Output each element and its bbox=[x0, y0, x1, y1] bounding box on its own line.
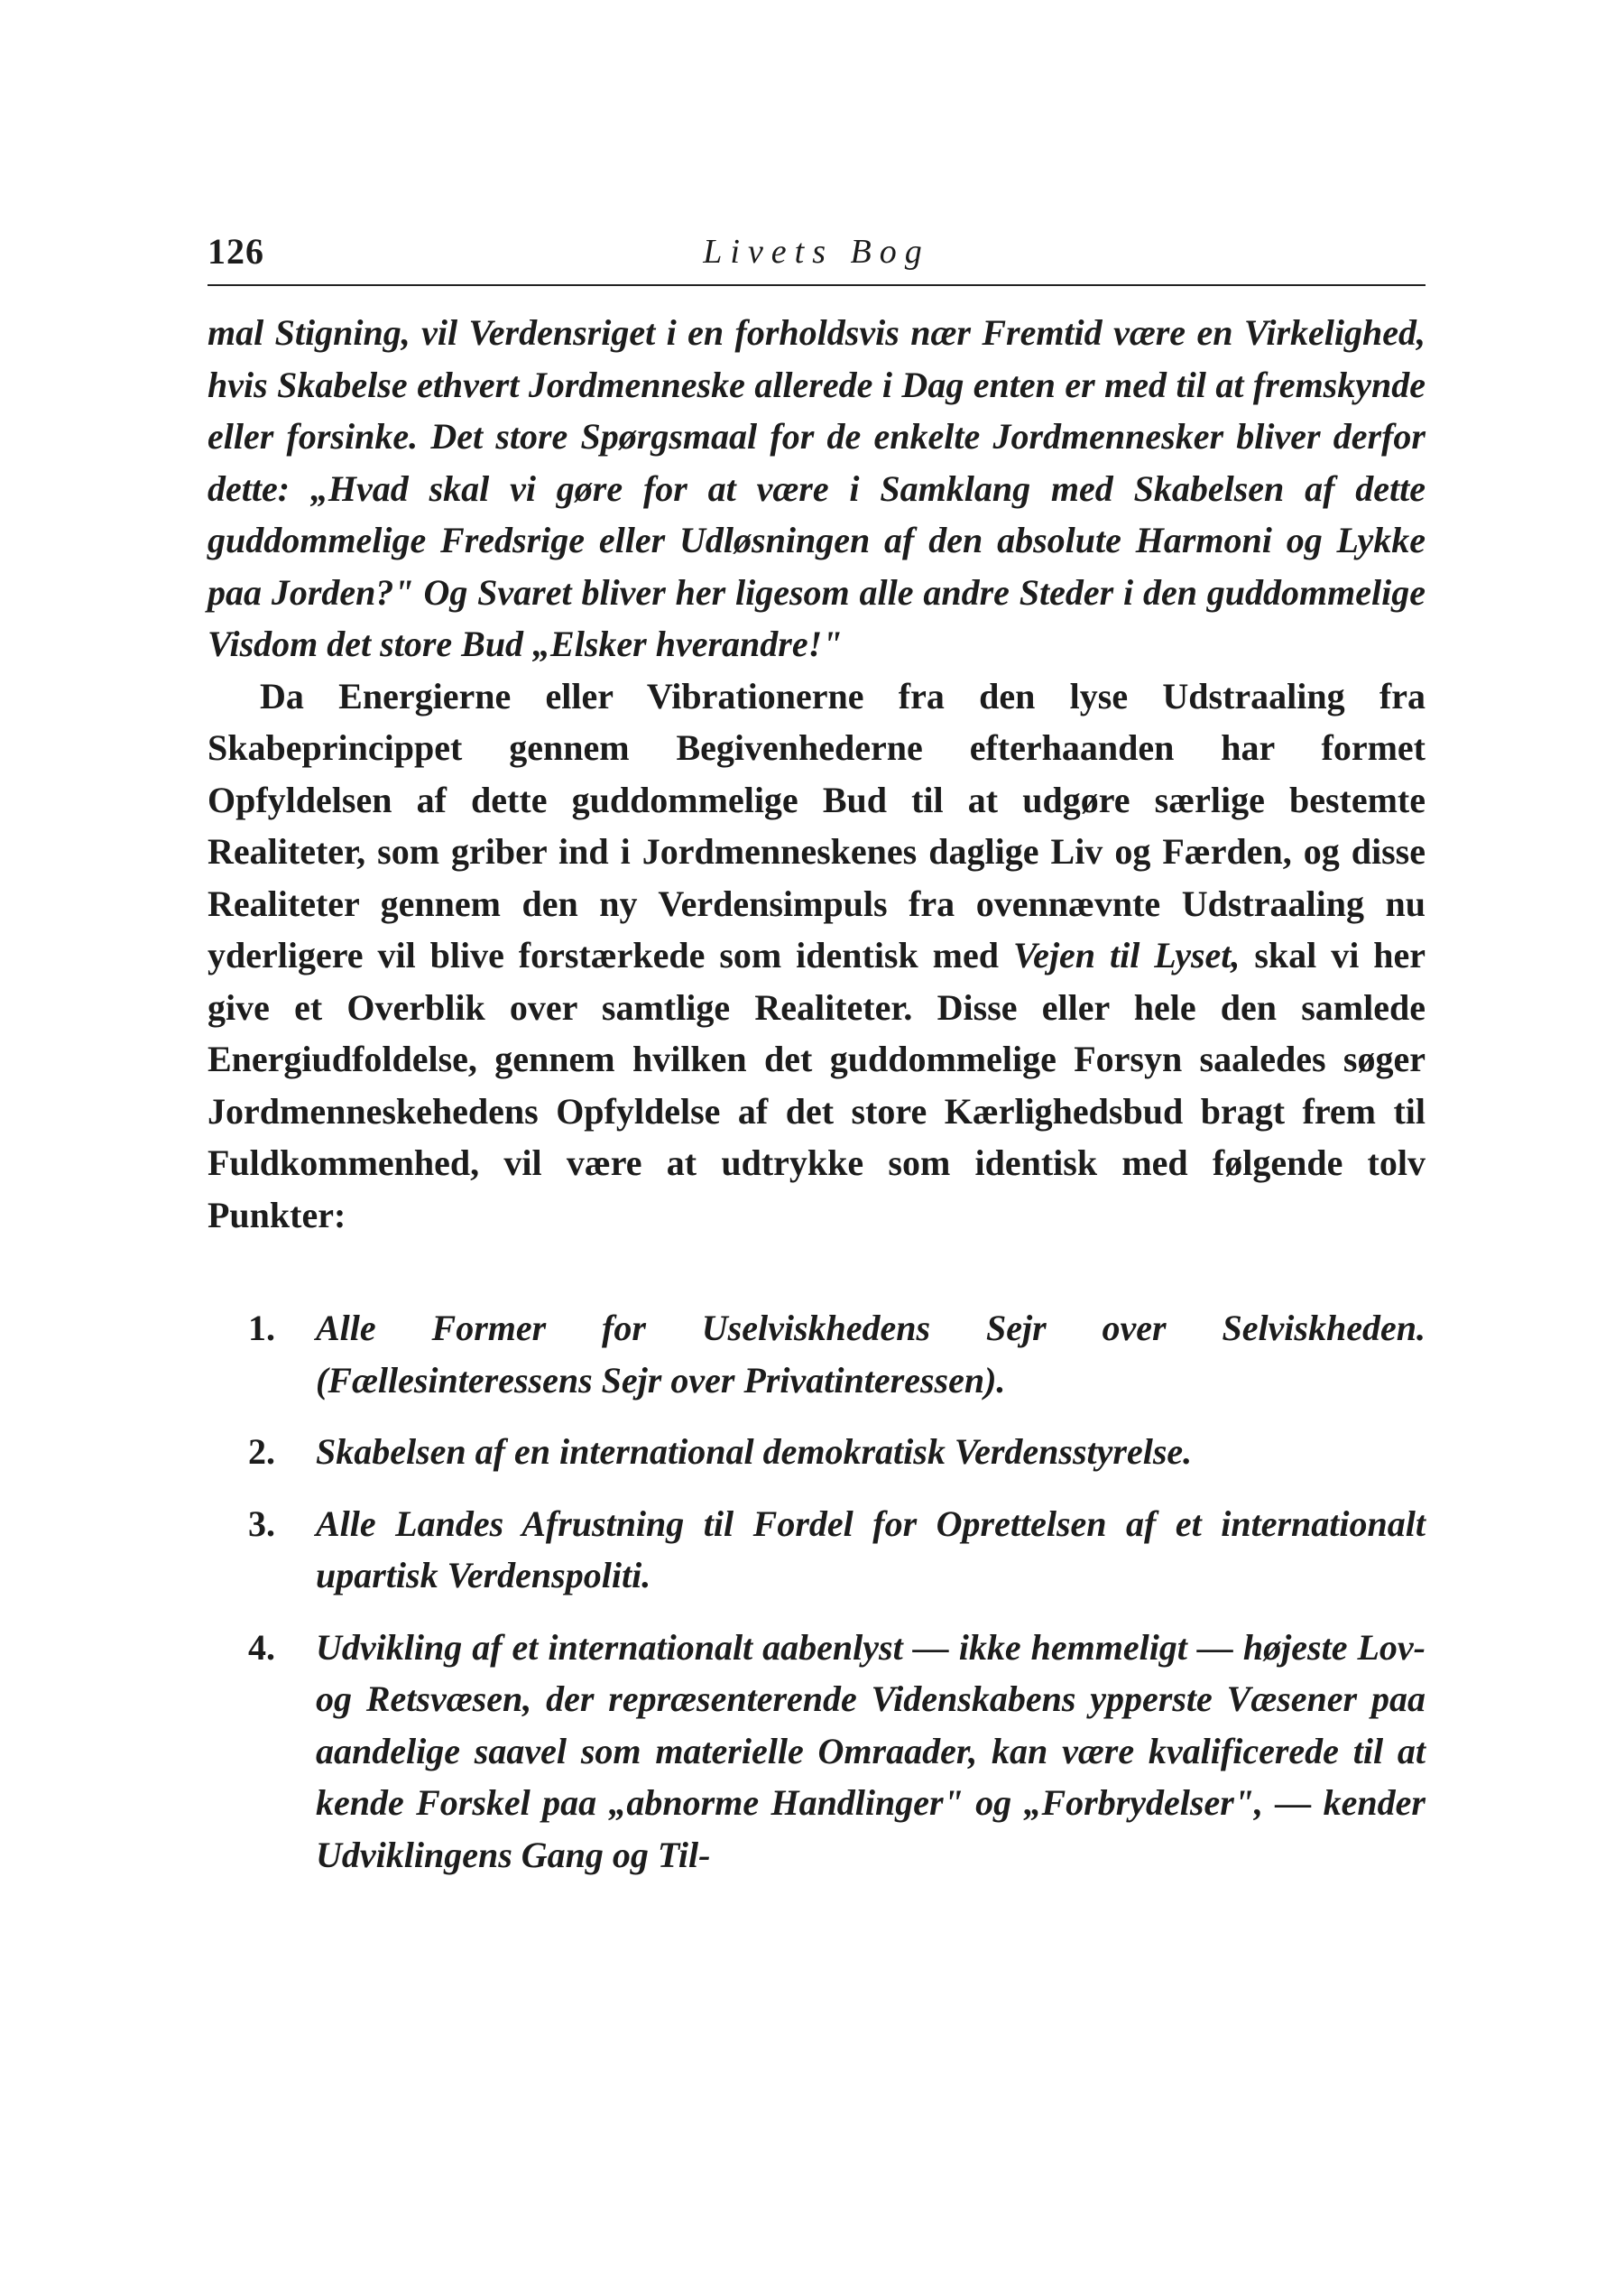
list-item-text: Alle Landes Afrustning til Fordel for Oprettelsen af et internationalt upartisk Verdenspoliti. bbox=[316, 1502, 1426, 1595]
list-item bbox=[208, 1498, 1426, 1602]
list-item-text: Alle Former for Uselviskhedens Sejr over Selviskheden. (Fællesinteressens Sejr over Privatinteressen). bbox=[316, 1308, 1426, 1401]
paragraph-continued: mal Stigning, vil Verdensriget i en forholdsvis nær Fremtid være en Virkelighed, hvis Skabelse ethvert Jordmenneske allerede i Dag enten er med til at fremskynde eller forsinke. Det store Spørgsmaal for de enkelte Jordmennesker bliver derfor dette: „Hvad skal vi gøre for at være i Samklang med Skabelsen af dette guddommelige Fredsrige eller Udløsningen af den absolute Harmoni og Lykke paa Jorden?" Og Svaret bliver her ligesom alle andre Steder i den guddommelige Visdom det store Bud „Elsker hverandre!" bbox=[208, 312, 1426, 664]
page-header bbox=[208, 230, 1426, 286]
list-item-text: Udvikling af et internationalt aabenlyst — ikke hemmeligt — højeste Lov- og Retsvæsen, der repræsenterende Videnskabens ypperste Væsener paa aandelige saavel som materielle Omraader, kan være kvalificerede til at kende Forskel paa „abnorme Handlinger" og „Forbrydelser", — kender Udviklingens Gang og Til- bbox=[316, 1626, 1426, 1875]
paragraph-italic-phrase: Vejen til Lyset, bbox=[1012, 935, 1241, 975]
list-item-number: 4. bbox=[248, 1626, 275, 1668]
list-item-number: 3. bbox=[248, 1502, 275, 1544]
list-item-number: 1. bbox=[248, 1308, 275, 1348]
list-item-number: 2. bbox=[248, 1431, 275, 1472]
numbered-list bbox=[208, 1302, 1426, 1881]
running-title: Livets Bog bbox=[703, 233, 930, 271]
body-text bbox=[208, 307, 1426, 1900]
paragraph-text-after: skal vi her give et Overblik over samtlige Realiteter. Disse eller hele den samlede Energiudfoldelse, gennem hvilken det guddommelige Forsyn saaledes søger Jordmenneskehedens Opfyldelse af det store Kærlighedsbud bragt frem til Fuldkommenhed, vil være at udtrykke som identisk med følgende tolv Punkter: bbox=[208, 935, 1426, 1235]
page-number: 126 bbox=[208, 231, 264, 272]
list-item bbox=[208, 1426, 1426, 1478]
list-item-text: Skabelsen af en international demokratisk Verdensstyrelse. bbox=[316, 1431, 1193, 1472]
paragraph-main bbox=[208, 670, 1426, 1242]
paragraph-text-before: Da Energierne eller Vibrationerne fra den lyse Udstraaling fra Skabeprincippet gennem Begivenhederne efterhaanden har formet Opfyldelsen af dette guddommelige Bud til at udgøre særlige bestemte Realiteter, som griber ind i Jordmenneskenes daglige Liv og Færden, og disse Realiteter gennem den ny Verdensimpuls fra ovennævnte Udstraaling nu yderligere vil blive forstærkede som identisk med bbox=[208, 675, 1426, 975]
list-item bbox=[208, 1302, 1426, 1406]
list-item bbox=[208, 1622, 1426, 1882]
